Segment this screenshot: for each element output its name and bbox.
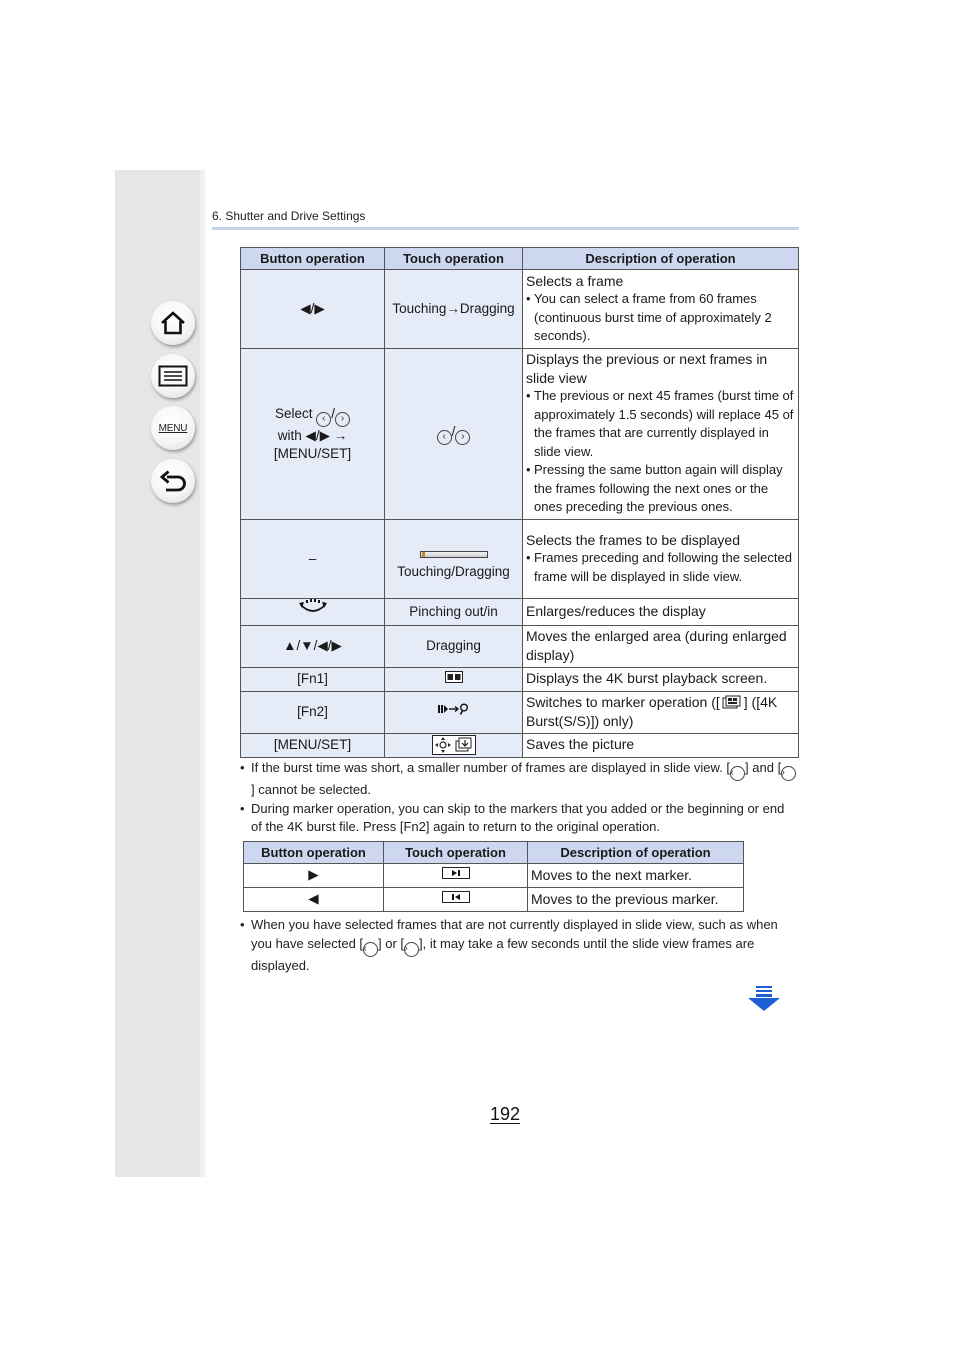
table-header-row — [241, 248, 799, 270]
note-text: ], it may take a few seconds until the slide view frames are displayed. — [251, 935, 755, 973]
description-main: Moves the enlarged area (during enlarged display) — [526, 628, 787, 663]
note-text: ] cannot be selected. — [251, 782, 371, 797]
table-row — [241, 733, 799, 757]
touch-op — [384, 864, 528, 888]
touch-op: Pinching out/in — [385, 599, 523, 626]
touch-op — [385, 520, 523, 599]
description — [523, 520, 799, 599]
table-row — [241, 691, 799, 733]
header-touch-operation: Touch operation — [385, 248, 523, 270]
note-item: • During marker operation, you can skip to the markers that you added or the beginning or end of the 4K burst file. Press [Fn2] again to return to the original operation. — [240, 800, 798, 837]
button-op-menu-set: [MENU/SET] — [241, 733, 385, 757]
description-main: Saves the picture — [526, 736, 635, 753]
table-row — [244, 888, 744, 912]
burst-playback-icon — [445, 671, 463, 683]
note-text: ] and [ — [745, 760, 782, 775]
button-op-left-right: ◀/▶ — [241, 270, 385, 349]
header-description: Description of operation — [528, 842, 744, 864]
description-bullet: • Frames preceding and following the selected frame will be displayed in slide view. — [526, 549, 795, 586]
menu-label: MENU — [158, 422, 188, 434]
description — [523, 599, 799, 626]
description-main: Enlarges/reduces the display — [526, 603, 706, 619]
list-icon — [158, 365, 188, 387]
table-row — [241, 667, 799, 691]
button-op-cursor: ▲/▼/◀/▶ — [241, 625, 385, 667]
button-op-fn1: [Fn1] — [241, 667, 385, 691]
table-header-row — [244, 842, 744, 864]
table-row — [241, 625, 799, 667]
description-main: Selects the frames to be displayed — [526, 531, 741, 548]
operations-table — [240, 247, 799, 758]
note-item — [240, 759, 798, 800]
notes-block-2 — [240, 916, 798, 975]
home-icon — [159, 310, 187, 336]
separator: / — [331, 405, 336, 421]
table-row — [241, 520, 799, 599]
description — [523, 349, 799, 520]
description — [523, 625, 799, 667]
description: Moves to the previous marker. — [528, 888, 744, 912]
description: Moves to the next marker. — [528, 864, 744, 888]
description-bullet: • You can select a frame from 60 frames (continuous burst time of approximately 2 seconds). — [526, 290, 795, 346]
prev-circle-icon: ‹ — [363, 942, 378, 957]
description-main: Displays the 4K burst playback screen. — [526, 670, 768, 687]
return-icon — [159, 469, 187, 493]
next-circle-icon: › — [335, 412, 350, 427]
next-page-button[interactable] — [747, 986, 781, 1017]
button-op-left: ◀ — [244, 888, 384, 912]
touch-op-label: Touching/Dragging — [397, 563, 510, 579]
section-title: 6. Shutter and Drive Settings — [212, 209, 366, 223]
table-row — [241, 599, 799, 626]
note-text: If the burst time was short, a smaller number of frames are displayed in slide view. [ — [251, 760, 731, 775]
four-k-burst-ss-icon — [722, 695, 742, 709]
header-description: Description of operation — [523, 248, 799, 270]
table-row — [241, 270, 799, 349]
touch-op — [385, 667, 523, 691]
button-op-select — [241, 349, 385, 520]
menu-button[interactable] — [151, 406, 195, 450]
table-row — [241, 349, 799, 520]
sidebar-edge — [200, 170, 205, 1177]
next-circle-icon: › — [455, 430, 470, 445]
description-main: Selects a frame — [526, 272, 624, 289]
prev-circle-icon: ‹ — [730, 766, 745, 781]
note-item — [240, 916, 798, 975]
previous-marker-icon — [442, 891, 470, 903]
with-label: with ◀/▶ → — [277, 427, 348, 443]
notes-block-1 — [240, 759, 798, 837]
header-button-operation: Button operation — [241, 248, 385, 270]
description-bullet: • Pressing the same button again will display the frames following the next ones or the ones preceding the previous ones. — [526, 461, 795, 517]
home-button[interactable] — [151, 301, 195, 345]
button-op-dial — [241, 599, 385, 626]
marker-operation-icon — [436, 702, 472, 716]
touch-op — [384, 888, 528, 912]
header-button-operation: Button operation — [244, 842, 384, 864]
control-dial-icon — [297, 599, 329, 619]
title-rule — [212, 227, 799, 230]
description-post: ] ([4K Burst(S/S)]) only) — [526, 694, 778, 729]
separator: / — [451, 424, 456, 439]
button-op-right: ▶ — [244, 864, 384, 888]
button-op-none: – — [241, 520, 385, 599]
contents-button[interactable] — [151, 354, 195, 398]
prev-circle-icon: ‹ — [437, 430, 452, 445]
back-button[interactable] — [151, 459, 195, 503]
touch-op: Dragging — [385, 625, 523, 667]
down-arrow-icon — [747, 986, 781, 1012]
header-touch-operation: Touch operation — [384, 842, 528, 864]
description — [523, 667, 799, 691]
description-main: Displays the previous or next frames in slide view — [526, 351, 768, 386]
description — [523, 270, 799, 349]
touch-op — [385, 349, 523, 520]
slider-bar-icon — [420, 551, 488, 558]
marker-table — [243, 841, 744, 912]
button-op-fn2: [Fn2] — [241, 691, 385, 733]
next-circle-icon: › — [404, 942, 419, 957]
description-bullet: • The previous or next 45 frames (burst time of approximately 1.5 seconds) will replace 45 of the frames that are currently displayed in slide view. — [526, 387, 795, 461]
prev-circle-icon: ‹ — [316, 412, 331, 427]
next-circle-icon: › — [781, 766, 796, 781]
touch-op: Touching→Dragging — [385, 270, 523, 349]
next-marker-icon — [442, 867, 470, 879]
select-label: Select — [274, 405, 313, 421]
save-picture-icon — [432, 735, 476, 755]
table-row — [244, 864, 744, 888]
touch-op — [385, 733, 523, 757]
note-text: ] or [ — [378, 935, 405, 951]
touch-op — [385, 691, 523, 733]
note-text: When you have selected frames that are not currently displayed in slide view, such as when you have selected [ — [251, 917, 778, 951]
description — [523, 733, 799, 757]
description-pre: Switches to marker operation ([ — [526, 694, 720, 710]
menu-set-label: [MENU/SET] — [273, 446, 352, 461]
description — [523, 691, 799, 733]
page-number: 192 — [490, 1104, 521, 1124]
